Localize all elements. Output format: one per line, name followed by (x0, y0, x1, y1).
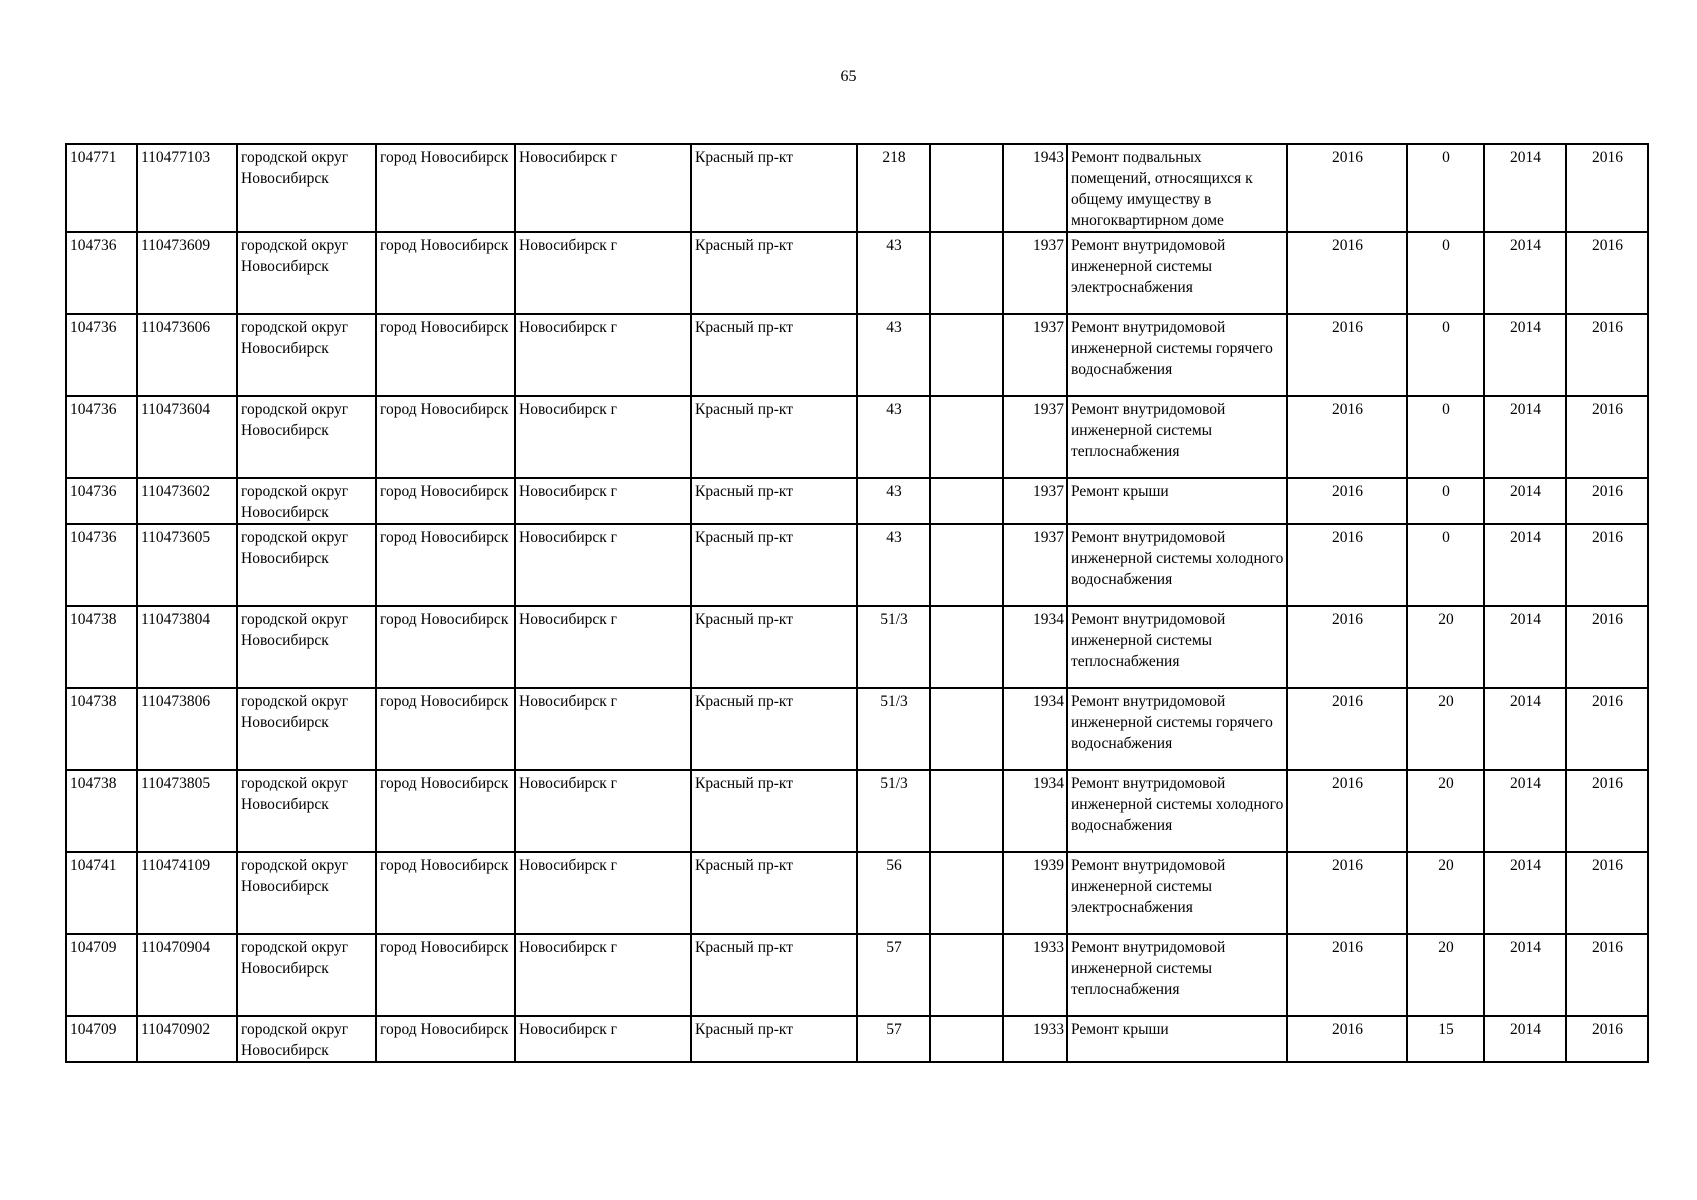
cell-locality: Новосибирск г (515, 478, 691, 524)
table-row (66, 478, 1648, 524)
cell-street: Красный пр-кт (691, 606, 857, 688)
cell-extra (930, 478, 1003, 524)
cell-percent: 20 (1407, 934, 1484, 1016)
cell-work: Ремонт внутридомовой инженерной системы теплоснабжения (1067, 934, 1287, 1016)
cell-city: город Новосибирск (376, 524, 515, 606)
table-row (66, 606, 1648, 688)
cell-plan-year: 2016 (1287, 688, 1407, 770)
cell-code: 110473605 (137, 524, 237, 606)
table-row (66, 144, 1648, 232)
cell-district: городской округ Новосибирск (237, 232, 376, 314)
cell-locality: Новосибирск г (515, 144, 691, 232)
cell-extra (930, 1016, 1003, 1062)
cell-percent: 0 (1407, 524, 1484, 606)
cell-house: 57 (857, 1016, 930, 1062)
cell-start-year: 2014 (1484, 232, 1566, 314)
cell-street: Красный пр-кт (691, 934, 857, 1016)
cell-work: Ремонт внутридомовой инженерной системы холодного водоснабжения (1067, 770, 1287, 852)
cell-city: город Новосибирск (376, 852, 515, 934)
cell-plan-year: 2016 (1287, 770, 1407, 852)
cell-extra (930, 524, 1003, 606)
cell-district: городской округ Новосибирск (237, 852, 376, 934)
cell-locality: Новосибирск г (515, 606, 691, 688)
cell-district: городской округ Новосибирск (237, 524, 376, 606)
cell-start-year: 2014 (1484, 478, 1566, 524)
cell-street: Красный пр-кт (691, 688, 857, 770)
cell-city: город Новосибирск (376, 934, 515, 1016)
cell-locality: Новосибирск г (515, 852, 691, 934)
table-row (66, 396, 1648, 478)
cell-id: 104738 (66, 770, 137, 852)
cell-city: город Новосибирск (376, 770, 515, 852)
cell-city: город Новосибирск (376, 314, 515, 396)
cell-code: 110477103 (137, 144, 237, 232)
cell-work: Ремонт внутридомовой инженерной системы теплоснабжения (1067, 396, 1287, 478)
cell-house: 51/3 (857, 770, 930, 852)
cell-id: 104738 (66, 606, 137, 688)
cell-year: 1933 (1003, 1016, 1067, 1062)
cell-work: Ремонт внутридомовой инженерной системы горячего водоснабжения (1067, 688, 1287, 770)
cell-end-year: 2016 (1566, 524, 1648, 606)
table-row (66, 232, 1648, 314)
cell-start-year: 2014 (1484, 688, 1566, 770)
cell-street: Красный пр-кт (691, 1016, 857, 1062)
cell-plan-year: 2016 (1287, 934, 1407, 1016)
cell-end-year: 2016 (1566, 852, 1648, 934)
cell-end-year: 2016 (1566, 314, 1648, 396)
cell-code: 110473604 (137, 396, 237, 478)
table-row (66, 934, 1648, 1016)
cell-house: 56 (857, 852, 930, 934)
cell-percent: 15 (1407, 1016, 1484, 1062)
cell-percent: 0 (1407, 314, 1484, 396)
cell-id: 104736 (66, 232, 137, 314)
cell-year: 1939 (1003, 852, 1067, 934)
cell-year: 1933 (1003, 934, 1067, 1016)
table-row (66, 688, 1648, 770)
cell-plan-year: 2016 (1287, 232, 1407, 314)
cell-work: Ремонт внутридомовой инженерной системы теплоснабжения (1067, 606, 1287, 688)
cell-id: 104709 (66, 934, 137, 1016)
cell-start-year: 2014 (1484, 144, 1566, 232)
cell-id: 104709 (66, 1016, 137, 1062)
cell-extra (930, 688, 1003, 770)
cell-district: городской округ Новосибирск (237, 770, 376, 852)
cell-extra (930, 852, 1003, 934)
cell-district: городской округ Новосибирск (237, 144, 376, 232)
cell-id: 104741 (66, 852, 137, 934)
cell-end-year: 2016 (1566, 144, 1648, 232)
cell-start-year: 2014 (1484, 770, 1566, 852)
cell-id: 104736 (66, 396, 137, 478)
cell-district: городской округ Новосибирск (237, 688, 376, 770)
cell-end-year: 2016 (1566, 478, 1648, 524)
cell-work: Ремонт внутридомовой инженерной системы холодного водоснабжения (1067, 524, 1287, 606)
cell-percent: 20 (1407, 688, 1484, 770)
cell-work: Ремонт крыши (1067, 478, 1287, 524)
cell-city: город Новосибирск (376, 478, 515, 524)
cell-district: городской округ Новосибирск (237, 396, 376, 478)
cell-house: 43 (857, 314, 930, 396)
cell-street: Красный пр-кт (691, 232, 857, 314)
cell-extra (930, 144, 1003, 232)
cell-id: 104736 (66, 524, 137, 606)
cell-end-year: 2016 (1566, 688, 1648, 770)
cell-locality: Новосибирск г (515, 396, 691, 478)
cell-house: 57 (857, 934, 930, 1016)
cell-locality: Новосибирск г (515, 524, 691, 606)
table-body (66, 144, 1648, 1062)
cell-start-year: 2014 (1484, 606, 1566, 688)
cell-locality: Новосибирск г (515, 232, 691, 314)
cell-percent: 20 (1407, 852, 1484, 934)
cell-year: 1934 (1003, 770, 1067, 852)
cell-extra (930, 934, 1003, 1016)
cell-end-year: 2016 (1566, 1016, 1648, 1062)
cell-work: Ремонт подвальных помещений, относящихся к общему имуществу в многоквартирном доме (1067, 144, 1287, 232)
cell-street: Красный пр-кт (691, 396, 857, 478)
cell-extra (930, 770, 1003, 852)
cell-plan-year: 2016 (1287, 144, 1407, 232)
cell-locality: Новосибирск г (515, 770, 691, 852)
cell-code: 110473805 (137, 770, 237, 852)
cell-start-year: 2014 (1484, 1016, 1566, 1062)
cell-plan-year: 2016 (1287, 852, 1407, 934)
cell-extra (930, 606, 1003, 688)
cell-plan-year: 2016 (1287, 396, 1407, 478)
cell-city: город Новосибирск (376, 606, 515, 688)
cell-house: 218 (857, 144, 930, 232)
cell-start-year: 2014 (1484, 524, 1566, 606)
cell-year: 1943 (1003, 144, 1067, 232)
cell-street: Красный пр-кт (691, 852, 857, 934)
cell-id: 104736 (66, 314, 137, 396)
cell-plan-year: 2016 (1287, 1016, 1407, 1062)
cell-code: 110473609 (137, 232, 237, 314)
cell-percent: 0 (1407, 232, 1484, 314)
cell-house: 51/3 (857, 606, 930, 688)
cell-street: Красный пр-кт (691, 478, 857, 524)
cell-code: 110473602 (137, 478, 237, 524)
cell-work: Ремонт внутридомовой инженерной системы электроснабжения (1067, 852, 1287, 934)
table-row (66, 770, 1648, 852)
cell-code: 110470904 (137, 934, 237, 1016)
cell-work: Ремонт внутридомовой инженерной системы горячего водоснабжения (1067, 314, 1287, 396)
cell-plan-year: 2016 (1287, 478, 1407, 524)
cell-end-year: 2016 (1566, 606, 1648, 688)
cell-house: 43 (857, 524, 930, 606)
cell-city: город Новосибирск (376, 144, 515, 232)
registry-table (65, 143, 1649, 1063)
cell-extra (930, 396, 1003, 478)
cell-district: городской округ Новосибирск (237, 314, 376, 396)
cell-extra (930, 314, 1003, 396)
cell-end-year: 2016 (1566, 770, 1648, 852)
cell-start-year: 2014 (1484, 852, 1566, 934)
cell-plan-year: 2016 (1287, 524, 1407, 606)
cell-house: 51/3 (857, 688, 930, 770)
cell-locality: Новосибирск г (515, 314, 691, 396)
cell-house: 43 (857, 232, 930, 314)
cell-house: 43 (857, 478, 930, 524)
cell-percent: 0 (1407, 478, 1484, 524)
cell-locality: Новосибирск г (515, 688, 691, 770)
cell-street: Красный пр-кт (691, 314, 857, 396)
cell-house: 43 (857, 396, 930, 478)
cell-year: 1934 (1003, 606, 1067, 688)
cell-id: 104771 (66, 144, 137, 232)
cell-district: городской округ Новосибирск (237, 1016, 376, 1062)
cell-end-year: 2016 (1566, 232, 1648, 314)
cell-end-year: 2016 (1566, 396, 1648, 478)
cell-district: городской округ Новосибирск (237, 934, 376, 1016)
cell-street: Красный пр-кт (691, 770, 857, 852)
cell-district: городской округ Новосибирск (237, 606, 376, 688)
table-row (66, 852, 1648, 934)
cell-code: 110473606 (137, 314, 237, 396)
cell-year: 1937 (1003, 232, 1067, 314)
cell-id: 104736 (66, 478, 137, 524)
cell-year: 1937 (1003, 314, 1067, 396)
cell-percent: 0 (1407, 144, 1484, 232)
cell-work: Ремонт крыши (1067, 1016, 1287, 1062)
page-number: 65 (840, 68, 857, 85)
cell-code: 110473804 (137, 606, 237, 688)
cell-city: город Новосибирск (376, 396, 515, 478)
cell-year: 1937 (1003, 396, 1067, 478)
cell-code: 110470902 (137, 1016, 237, 1062)
cell-plan-year: 2016 (1287, 606, 1407, 688)
cell-id: 104738 (66, 688, 137, 770)
cell-locality: Новосибирск г (515, 1016, 691, 1062)
cell-district: городской округ Новосибирск (237, 478, 376, 524)
table-row (66, 314, 1648, 396)
cell-code: 110473806 (137, 688, 237, 770)
cell-start-year: 2014 (1484, 314, 1566, 396)
cell-percent: 20 (1407, 606, 1484, 688)
cell-percent: 20 (1407, 770, 1484, 852)
table-row (66, 1016, 1648, 1062)
cell-work: Ремонт внутридомовой инженерной системы электроснабжения (1067, 232, 1287, 314)
cell-year: 1937 (1003, 524, 1067, 606)
cell-percent: 0 (1407, 396, 1484, 478)
table-row (66, 524, 1648, 606)
cell-year: 1937 (1003, 478, 1067, 524)
cell-city: город Новосибирск (376, 688, 515, 770)
cell-street: Красный пр-кт (691, 144, 857, 232)
cell-extra (930, 232, 1003, 314)
cell-locality: Новосибирск г (515, 934, 691, 1016)
cell-street: Красный пр-кт (691, 524, 857, 606)
cell-city: город Новосибирск (376, 232, 515, 314)
cell-end-year: 2016 (1566, 934, 1648, 1016)
cell-city: город Новосибирск (376, 1016, 515, 1062)
cell-start-year: 2014 (1484, 396, 1566, 478)
cell-code: 110474109 (137, 852, 237, 934)
cell-plan-year: 2016 (1287, 314, 1407, 396)
cell-year: 1934 (1003, 688, 1067, 770)
cell-start-year: 2014 (1484, 934, 1566, 1016)
